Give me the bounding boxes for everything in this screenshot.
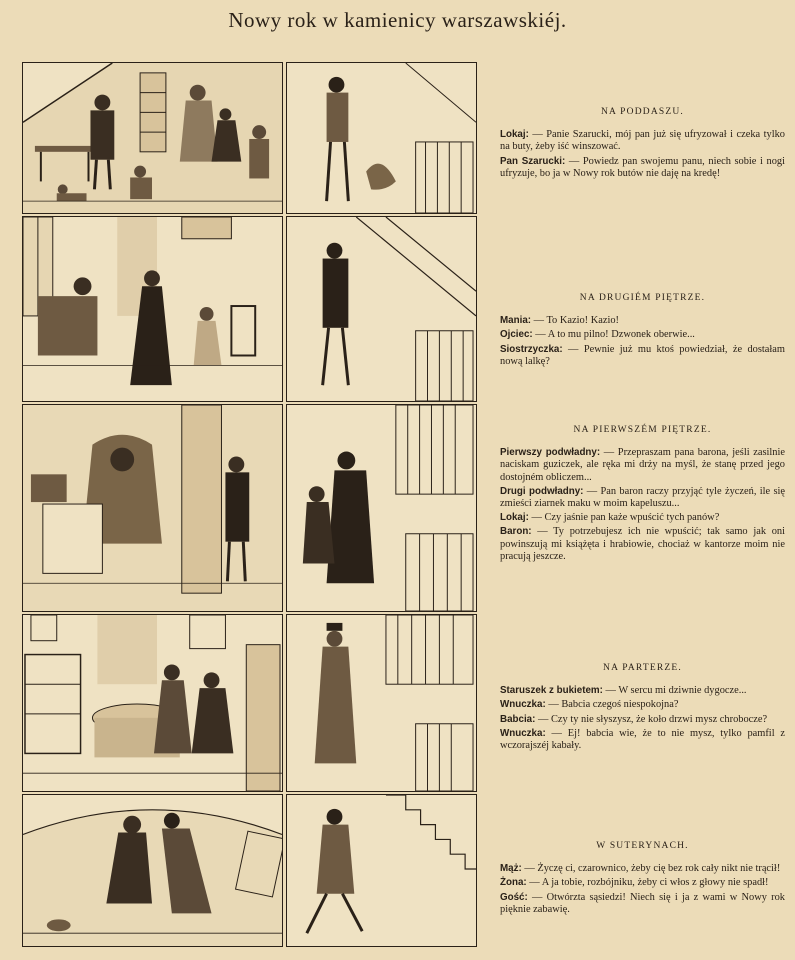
dialogue-column: [500, 0, 785, 960]
dialogue-text: — Babcia czegoś niespokojna?: [548, 699, 679, 711]
attic-room-illustration: [22, 62, 283, 214]
dialogue-line: [500, 315, 785, 327]
section-title: NA DRUGIÉM PIĘTRZE.: [579, 293, 706, 303]
second-floor-room-illustration: [22, 216, 283, 402]
speaker-name: Żona:: [500, 877, 527, 889]
speaker-name: Lokaj:: [500, 512, 529, 524]
dialogue-line: [500, 129, 785, 153]
attic-staircase-illustration: [286, 62, 477, 214]
first-floor-room-illustration: [22, 404, 283, 612]
dialogue-line: [500, 699, 785, 711]
dialogue-text: — Otwórzta sąsiedzi! Niech się i ja z wami w Nowy rok pięknie zabawię.: [500, 891, 785, 915]
dialogue-text: — Powiedz pan swojemu panu, niech sobie i nogi ufryzuje, bo ja w Nowy rok butów nie daję na kredę!: [500, 155, 785, 179]
dialogue-line: [500, 156, 785, 180]
dialogue-line: [500, 526, 785, 563]
section-title: NA PARTERZE.: [603, 663, 682, 673]
section-ground-floor: [500, 662, 785, 754]
section-attic: [500, 106, 785, 182]
dialogue-line: [500, 714, 785, 726]
section-basement: [500, 840, 785, 918]
speaker-name: Gość:: [500, 891, 528, 903]
section-title: NA PODDASZU.: [600, 107, 685, 117]
dialogue-text: — To Kazio! Kazio!: [533, 315, 619, 327]
speaker-name: Ojciec:: [500, 329, 533, 341]
dialogue-text: — A ja tobie, rozbójniku, żeby ci włos z głowy nie spadł!: [529, 877, 769, 889]
dialogue-line: [500, 877, 785, 889]
dialogue-line: [500, 447, 785, 484]
dialogue-text: — Panie Szarucki, mój pan już się ufryzował i czeka tylko na buty, żeby iść winszować.: [500, 129, 785, 153]
dialogue-line: [500, 728, 785, 752]
dialogue-line: [500, 486, 785, 510]
ground-floor-room-illustration: [22, 614, 283, 792]
section-title: NA PIERWSZÉM PIĘTRZE.: [573, 425, 712, 435]
speaker-name: Siostrzyczka:: [500, 343, 563, 355]
dialogue-line: [500, 685, 785, 697]
dialogue-line: [500, 892, 785, 916]
second-floor-staircase-illustration: [286, 216, 477, 402]
dialogue-line: [500, 344, 785, 368]
speaker-name: Lokaj:: [500, 129, 529, 141]
dialogue-line: [500, 329, 785, 341]
section-title: W SUTERYNACH.: [596, 841, 689, 851]
speaker-name: Mania:: [500, 315, 532, 327]
ground-floor-staircase-illustration: [286, 614, 477, 792]
dialogue-text: — Pewnie już mu ktoś powiedział, że dostałam nową lalkę?: [500, 343, 785, 367]
dialogue-text: — A to mu pilno! Dzwonek oberwie...: [535, 329, 695, 341]
section-first-floor: [500, 424, 785, 565]
dialogue-text: — Czy jaśnie pan każe wpuścić tych panów?: [531, 512, 720, 524]
dialogue-text: — Ej! babcia wie, że to nie mysz, tylko pamfil z wczorajszéj kabały.: [500, 727, 785, 752]
speaker-name: Wnuczka:: [500, 727, 546, 739]
speaker-name: Drugi podwładny:: [500, 485, 584, 497]
dialogue-text: — Życzę ci, czarownico, żeby cię bez rok cały nikt nie trącił!: [524, 863, 781, 875]
basement-room-illustration: [22, 794, 283, 947]
speaker-name: Pan Szarucki:: [500, 155, 566, 167]
speaker-name: Baron:: [500, 526, 532, 538]
dialogue-line: [500, 512, 785, 524]
speaker-name: Wnuczka:: [500, 699, 546, 711]
first-floor-staircase-illustration: [286, 404, 477, 612]
speaker-name: Staruszek z bukietem:: [500, 685, 603, 697]
dialogue-text: — Przepraszam pana barona, jeśli zasilnie naciskam guziczek, ale ręka mi drży na myśl, że stanę przed jego dostojném obliczem...: [500, 447, 785, 483]
dialogue-text: — Ty potrzebujesz ich nie wpuścić; tak samo jak oni powinszują mi książęta i hrabiowie, chociaż w kantorze moim nie pracują jeszcze.: [500, 526, 785, 562]
speaker-name: Mąż:: [500, 863, 522, 875]
dialogue-text: — Czy ty nie słyszysz, że koło drzwi mysz chrobocze?: [538, 713, 768, 725]
dialogue-text: — W sercu mi dziwnie dygocze...: [605, 685, 747, 697]
page-title: Nowy rok w kamienicy warszawskiéj.: [228, 8, 567, 32]
basement-staircase-illustration: [286, 794, 477, 947]
section-second-floor: [500, 292, 785, 370]
speaker-name: Pierwszy podwładny:: [500, 447, 601, 459]
speaker-name: Babcia:: [500, 713, 536, 725]
dialogue-line: [500, 863, 785, 875]
illustration-grid: [22, 62, 477, 947]
dialogue-text: — Pan baron raczy przyjąć tyle życzeń, ile się zmieści ziarnek maku w moim kapeluszu...: [500, 485, 785, 510]
